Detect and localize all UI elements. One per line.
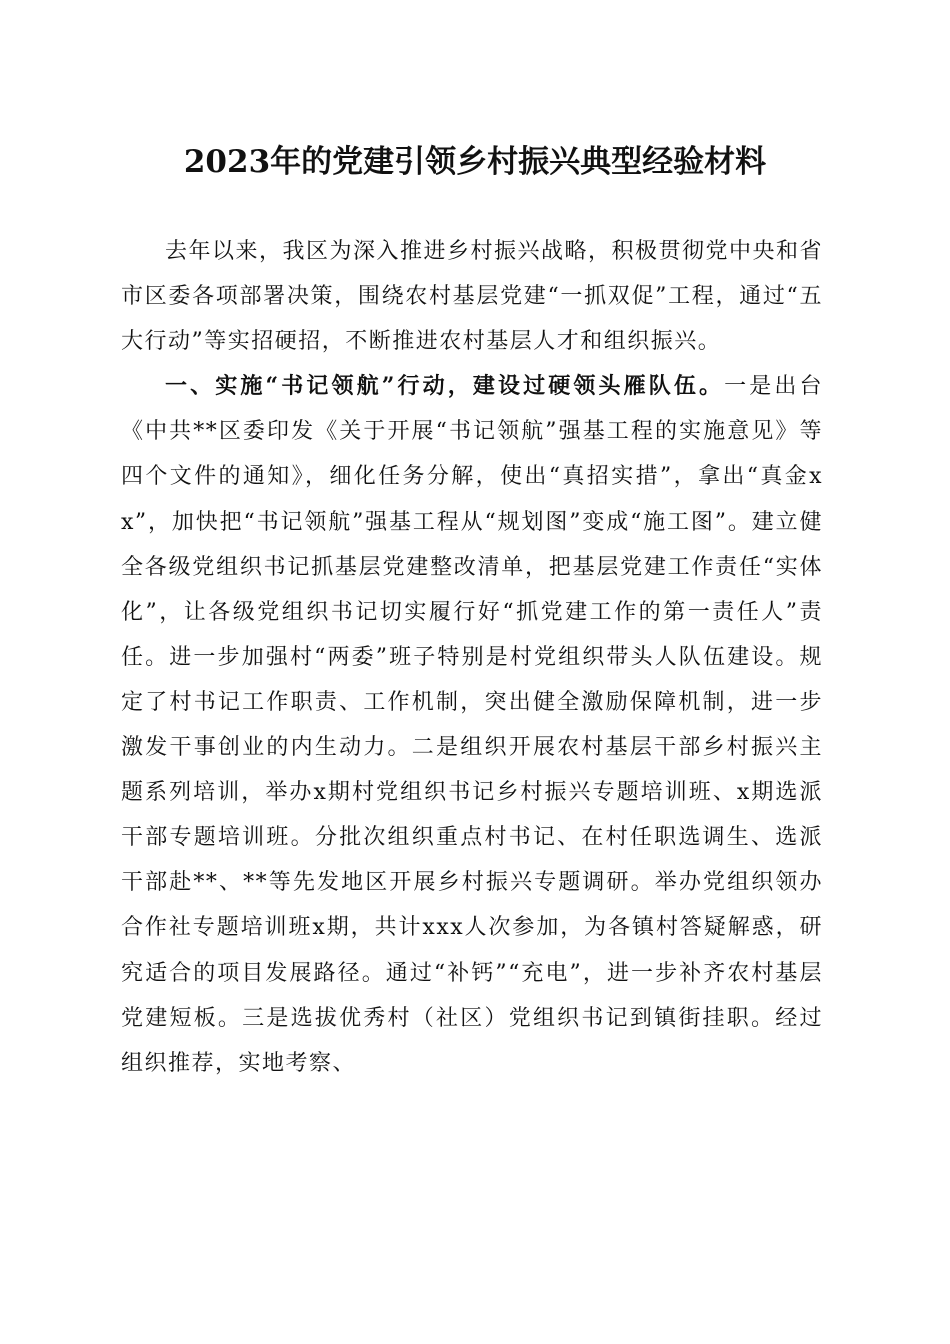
intro-paragraph [121,229,823,364]
section-one-heading: 一、实施“书记领航”行动，建设过硬领头雁队伍。 [165,373,725,400]
intro-paragraph-text: 去年以来，我区为深入推进乡村振兴战略，积极贯彻党中央和省市区委各项部署决策，围绕农村基层党建“一抓双促”工程，通过“五大行动”等实招硬招，不断推进农村基层人才和组织振兴。 [121,239,824,355]
section-one-text: 一是出台《中共**区委印发《关于开展“书记领航”强基工程的实施意见》等四个文件的通知》，细化任务分解，使出“真招实措”，拿出“真金xx”，加快把“书记领航”强基工程从“规划图”变成“施工图”。建立健全各级党组织书记抓基层党建整改清单，把基层党建工作责任“实体化”，让各级党组织书记切实履行好“抓党建工作的第一责任人”责任。进一步加强村“两委”班子特别是村党组织带头人队伍建设。规定了村书记工作职责、工作机制，突出健全激励保障机制，进一步激发干事创业的内生动力。二是组织开展农村基层干部乡村振兴主题系列培训，举办x期村党组织书记乡村振兴专题培训班、x期选派干部专题培训班。分批次组织重点村书记、在村任职选调生、选派干部赴**、**等先发地区开展乡村振兴专题调研。举办党组织领办合作社专题培训班x期，共计xxx人次参加，为各镇村答疑解惑，研究适合的项目发展路径。通过“补钙”“充电”，进一步补齐农村基层党建短板。三是选拔优秀村（社区）党组织书记到镇街挂职。经过组织推荐，实地考察、 [121,374,823,1076]
section-one-paragraph [121,364,823,1086]
document-title: 2023年的党建引领乡村振兴典型经验材料 [183,144,767,180]
document-body [121,229,823,1086]
